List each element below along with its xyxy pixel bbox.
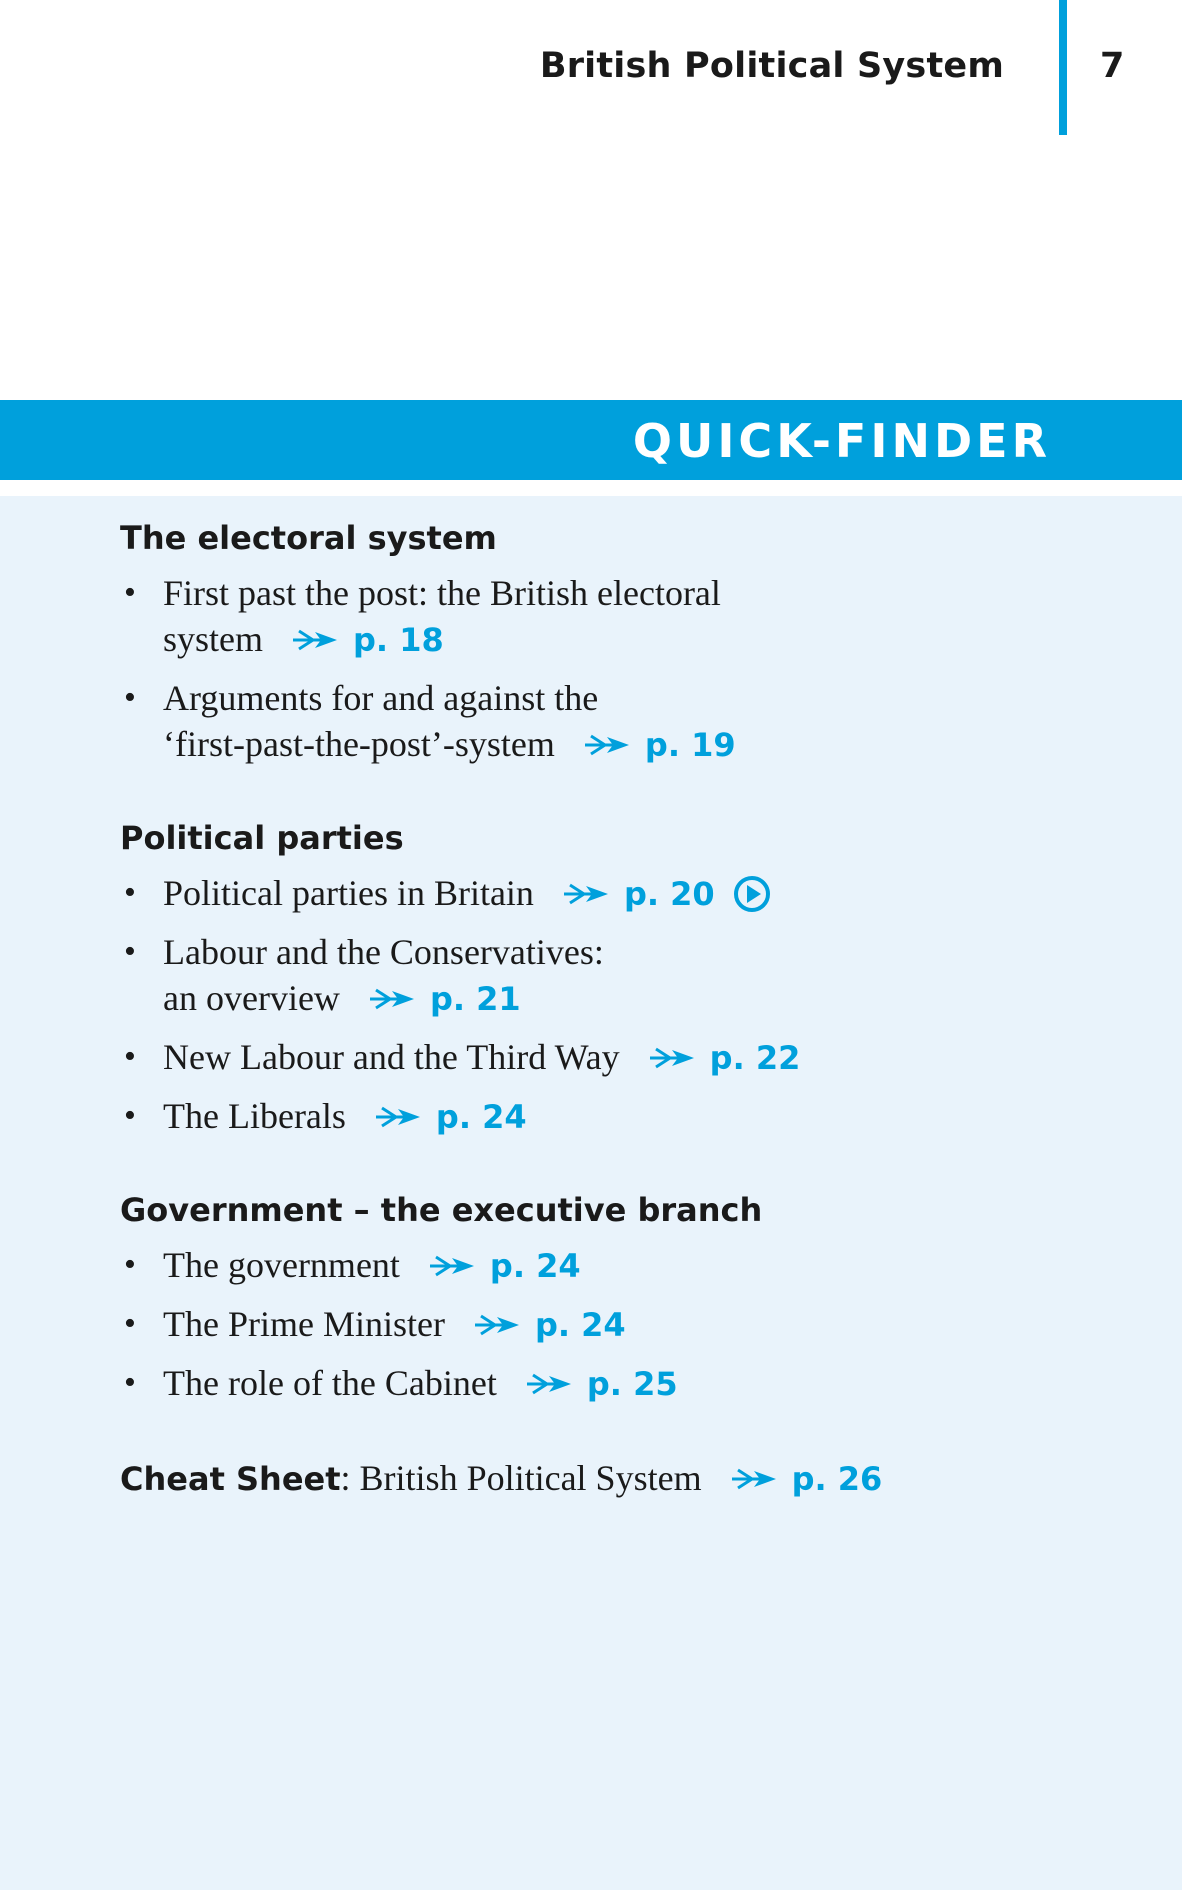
- topic-item: [120, 1242, 1100, 1289]
- page-ref-label: p. 22: [709, 1039, 801, 1077]
- quick-finder-content: [120, 516, 1100, 1502]
- arrow-right-icon: [374, 1105, 422, 1129]
- play-circle-icon[interactable]: [733, 875, 771, 913]
- topic-list: [120, 1242, 1100, 1407]
- page-ref-label: p. 18: [353, 621, 444, 659]
- topic-text: New Labour and the Third Way: [163, 1037, 620, 1077]
- section-gap: [120, 780, 1100, 816]
- page-reference[interactable]: [368, 976, 521, 1022]
- cheat-sheet-label: Cheat Sheet: [120, 1460, 341, 1498]
- section-heading: Government – the executive branch: [120, 1191, 763, 1229]
- page-reference[interactable]: [562, 871, 771, 917]
- page-reference[interactable]: [291, 617, 444, 663]
- section-gap: [120, 1152, 1100, 1188]
- topic-text: Labour and the Conservatives: an overview: [163, 932, 604, 1018]
- bullet: •: [124, 1364, 136, 1401]
- cheat-sheet-line: [120, 1455, 1100, 1502]
- page-reference[interactable]: [525, 1361, 678, 1407]
- page-reference[interactable]: [583, 722, 736, 768]
- quick-finder-title: QUICK-FINDER: [632, 414, 1051, 468]
- topic-text: The Liberals: [163, 1096, 346, 1136]
- topic-item: [120, 1093, 1100, 1140]
- arrow-right-icon: [562, 882, 610, 906]
- topic-text: The role of the Cabinet: [163, 1363, 497, 1403]
- page-number: 7: [1100, 46, 1125, 86]
- topic-text: Political parties in Britain: [163, 873, 534, 913]
- arrow-right-icon: [730, 1467, 778, 1491]
- page-ref-label: p. 24: [534, 1306, 626, 1344]
- topic-list: [120, 570, 1100, 768]
- arrow-right-icon: [473, 1313, 521, 1337]
- arrow-right-icon: [428, 1254, 476, 1278]
- bullet: •: [124, 574, 136, 611]
- topic-item: [120, 929, 1100, 1022]
- cheat-sheet-separator: :: [340, 1458, 351, 1498]
- arrow-right-icon: [291, 628, 339, 652]
- page-ref-label: p. 20: [623, 875, 715, 913]
- bullet: •: [124, 874, 136, 911]
- topic-item: [120, 870, 1100, 917]
- section-government: [120, 1188, 1100, 1407]
- bullet: •: [124, 1097, 136, 1134]
- topic-item: [120, 1360, 1100, 1407]
- page-reference[interactable]: [374, 1094, 527, 1140]
- page-ref-label: p. 26: [791, 1460, 883, 1498]
- header-title: British Political System: [539, 46, 1004, 86]
- topic-text: The government: [163, 1245, 400, 1285]
- page-reference[interactable]: [648, 1035, 801, 1081]
- topic-text: First past the post: the British electoral system: [163, 573, 721, 659]
- header-rule: [1059, 0, 1067, 135]
- topic-text: The Prime Minister: [163, 1304, 445, 1344]
- bullet: •: [124, 679, 136, 716]
- topic-item: [120, 1034, 1100, 1081]
- page-reference[interactable]: [428, 1243, 581, 1289]
- topic-item: [120, 675, 1100, 768]
- bullet: •: [124, 1246, 136, 1283]
- quick-finder-band: [0, 400, 1182, 480]
- cheat-sheet-text: British Political System: [350, 1458, 702, 1498]
- topic-item: [120, 1301, 1100, 1348]
- topic-text: Arguments for and against the ‘first-past-the-post’-system: [163, 678, 599, 764]
- arrow-right-icon: [525, 1372, 573, 1396]
- bullet: •: [124, 933, 136, 970]
- topic-item: [120, 570, 1100, 663]
- bullet: •: [124, 1305, 136, 1342]
- section-gap: [120, 1419, 1100, 1455]
- page-ref-label: p. 25: [586, 1365, 678, 1403]
- running-header: [0, 0, 1182, 140]
- section-heading: Political parties: [120, 819, 404, 857]
- section-heading: The electoral system: [120, 519, 497, 557]
- section-political-parties: [120, 816, 1100, 1140]
- page-ref-label: p. 24: [489, 1247, 581, 1285]
- bullet: •: [124, 1038, 136, 1075]
- page-ref-label: p. 19: [644, 726, 736, 764]
- page-ref-label: p. 21: [429, 980, 521, 1018]
- section-electoral-system: [120, 516, 1100, 768]
- page-reference[interactable]: [730, 1456, 883, 1502]
- page-ref-label: p. 24: [435, 1098, 527, 1136]
- topic-list: [120, 870, 1100, 1140]
- arrow-right-icon: [583, 733, 631, 757]
- arrow-right-icon: [368, 987, 416, 1011]
- page-reference[interactable]: [473, 1302, 626, 1348]
- arrow-right-icon: [648, 1046, 696, 1070]
